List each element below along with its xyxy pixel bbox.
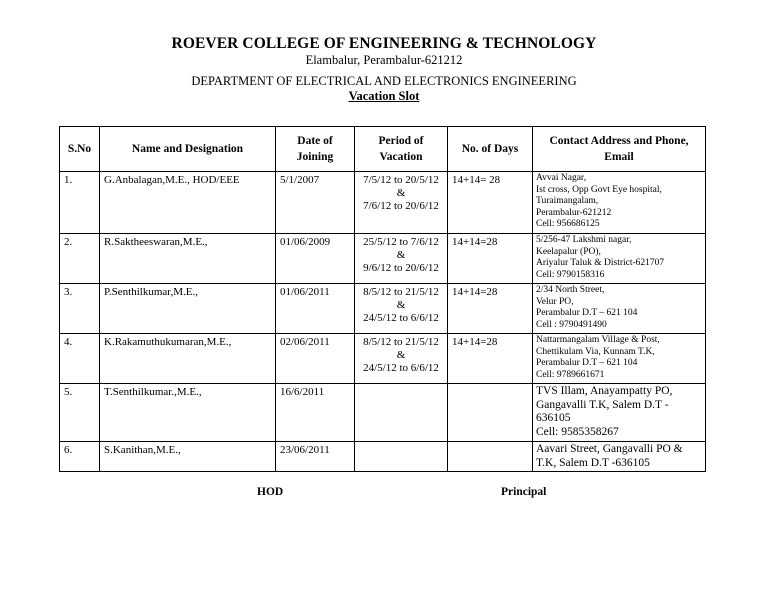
cell-contact: Avvai Nagar, Ist cross, Opp Govt Eye hospital, Turaimangalam, Perambalur-621212 Cell: 956686125 [533, 172, 706, 234]
principal-signature-label: Principal [501, 486, 547, 498]
col-name: Name and Designation [100, 127, 276, 172]
cell-name: P.Senthilkumar,M.E., [100, 284, 276, 334]
cell-name: S.Kanithan,M.E., [100, 442, 276, 472]
vacation-table [59, 126, 706, 472]
col-sno: S.No [60, 127, 100, 172]
table-header-row [60, 127, 706, 172]
table-row [60, 384, 706, 442]
cell-days: 14+14=28 [448, 234, 533, 284]
table-row [60, 442, 706, 472]
cell-period: 8/5/12 to 21/5/12 & 24/5/12 to 6/6/12 [355, 334, 448, 384]
cell-contact: Nattarmangalam Village & Post, Chettikulam Via, Kunnam T.K, Perambalur D.T – 621 104 Cell: 9789661671 [533, 334, 706, 384]
cell-period: 25/5/12 to 7/6/12 & 9/6/12 to 20/6/12 [355, 234, 448, 284]
table-row [60, 334, 706, 384]
cell-doj: 23/06/2011 [276, 442, 355, 472]
document-header [0, 34, 768, 104]
cell-days [448, 442, 533, 472]
cell-days [448, 384, 533, 442]
cell-period: 8/5/12 to 21/5/12 & 24/5/12 to 6/6/12 [355, 284, 448, 334]
cell-sno: 5. [60, 384, 100, 442]
department-name: DEPARTMENT OF ELECTRICAL AND ELECTRONICS ENGINEERING [191, 74, 577, 88]
cell-sno: 6. [60, 442, 100, 472]
cell-days: 14+14= 28 [448, 172, 533, 234]
cell-doj: 5/1/2007 [276, 172, 355, 234]
college-name: ROEVER COLLEGE OF ENGINEERING & TECHNOLOGY [171, 35, 597, 52]
col-doj: Date of Joining [276, 127, 355, 172]
cell-contact: Aavari Street, Gangavalli PO & T.K, Salem D.T -636105 [533, 442, 706, 472]
cell-sno: 3. [60, 284, 100, 334]
cell-sno: 2. [60, 234, 100, 284]
cell-doj: 02/06/2011 [276, 334, 355, 384]
cell-contact: TVS Illam, Anayampatty PO, Gangavalli T.K, Salem D.T - 636105 Cell: 9585358267 [533, 384, 706, 442]
cell-period [355, 442, 448, 472]
table-row [60, 284, 706, 334]
college-address: Elambalur, Perambalur-621212 [305, 53, 463, 67]
cell-contact: 2/34 North Street, Velur PO, Perambalur D.T – 621 104 Cell : 9790491490 [533, 284, 706, 334]
cell-doj: 01/06/2009 [276, 234, 355, 284]
cell-doj: 01/06/2011 [276, 284, 355, 334]
table-row [60, 234, 706, 284]
cell-name: K.Rakamuthukumaran,M.E., [100, 334, 276, 384]
col-period: Period of Vacation [355, 127, 448, 172]
hod-signature-label: HOD [257, 486, 284, 498]
cell-name: G.Anbalagan,M.E., HOD/EEE [100, 172, 276, 234]
cell-name: T.Senthilkumar.,M.E., [100, 384, 276, 442]
col-contact: Contact Address and Phone, Email [533, 127, 706, 172]
cell-name: R.Saktheeswaran,M.E., [100, 234, 276, 284]
cell-sno: 1. [60, 172, 100, 234]
cell-contact: 5/256-47 Lakshmi nagar, Keelapalur (PO), Ariyalur Taluk & District-621707 Cell: 9790158316 [533, 234, 706, 284]
cell-sno: 4. [60, 334, 100, 384]
cell-days: 14+14=28 [448, 284, 533, 334]
cell-days: 14+14=28 [448, 334, 533, 384]
document-subtitle: Vacation Slot [348, 89, 420, 103]
table-row [60, 172, 706, 234]
col-days: No. of Days [448, 127, 533, 172]
cell-period [355, 384, 448, 442]
cell-period: 7/5/12 to 20/5/12 & 7/6/12 to 20/6/12 [355, 172, 448, 234]
cell-doj: 16/6/2011 [276, 384, 355, 442]
